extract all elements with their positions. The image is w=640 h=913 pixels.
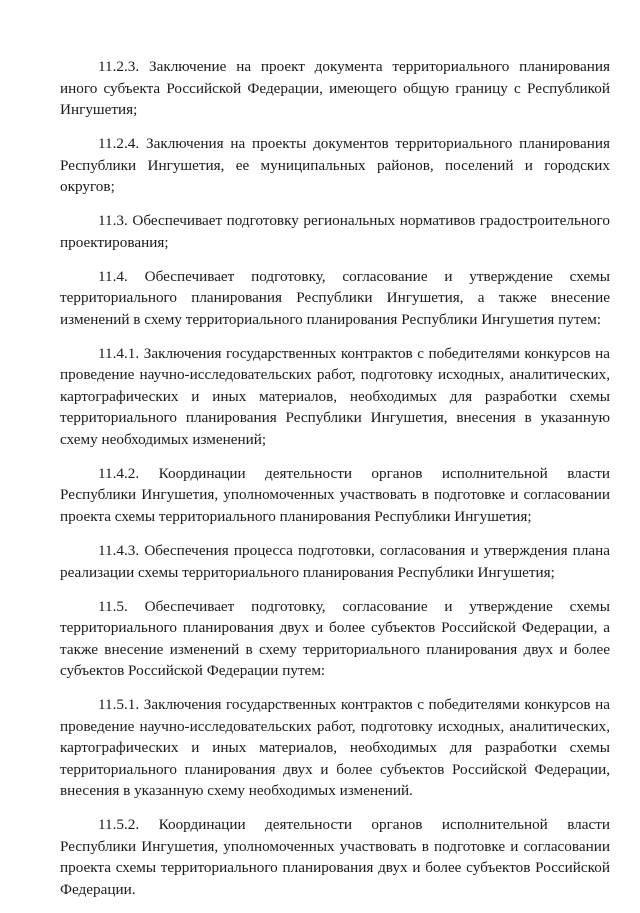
paragraph-11-5-2: 11.5.2. Координации деятельности органов исполнительной власти Республики Ингушетия, уполномоченных участвовать в подготовке и согласовании проекта схемы территориального планирования двух и более субъектов Российской Федерации. (60, 816, 610, 898)
paragraph-11-4-3: 11.4.3. Обеспечения процесса подготовки, согласования и утверждения плана реализации схемы территориального планирования Республики Ингушетия; (60, 542, 610, 581)
paragraph-11-5-1: 11.5.1. Заключения государственных контрактов с победителями конкурсов на проведение научно-исследовательских работ, подготовку исходных, аналитических, картографических и иных материалов, необходимых для разработки схемы территориального планирования двух и более субъектов Российской Федерации, внесения в указанную схему необходимых изменений. (60, 696, 610, 800)
paragraph-11-4-2: 11.4.2. Координации деятельности органов исполнительной власти Республики Ингушетия, уполномоченных участвовать в подготовке и согласовании проекта схемы территориального планирования Республики Ингушетия; (60, 464, 610, 525)
paragraph-11-4: 11.4. Обеспечивает подготовку, согласование и утверждение схемы территориального планирования Республики Ингушетия, а также внесение изменений в схему территориального планирования Республики Ингушетия путем: (60, 267, 610, 328)
paragraph-11-4-1: 11.4.1. Заключения государственных контрактов с победителями конкурсов на проведение научно-исследовательских работ, подготовку исходных, аналитических, картографических и иных материалов, необходимых для разработки схемы территориального планирования Республики Ингушетия, внесения в указанную схему необходимых изменений; (60, 344, 610, 448)
paragraph-11-5: 11.5. Обеспечивает подготовку, согласование и утверждение схемы территориального планирования двух и более субъектов Российской Федерации, а также внесение изменений в схему территориального планирования двух и более субъектов Российской Федерации путем: (60, 597, 610, 680)
paragraph-11-2-4: 11.2.4. Заключения на проекты документов территориального планирования Республики Ингушетия, ее муниципальных районов, поселений и городских округов; (60, 135, 610, 196)
paragraph-11-2-3: 11.2.3. Заключение на проект документа территориального планирования иного субъекта Российской Федерации, имеющего общую границу с Республикой Ингушетия; (60, 58, 610, 118)
document-body (60, 56, 610, 913)
paragraph-11-3: 11.3. Обеспечивает подготовку региональных нормативов градостроительного проектирования; (60, 212, 610, 251)
